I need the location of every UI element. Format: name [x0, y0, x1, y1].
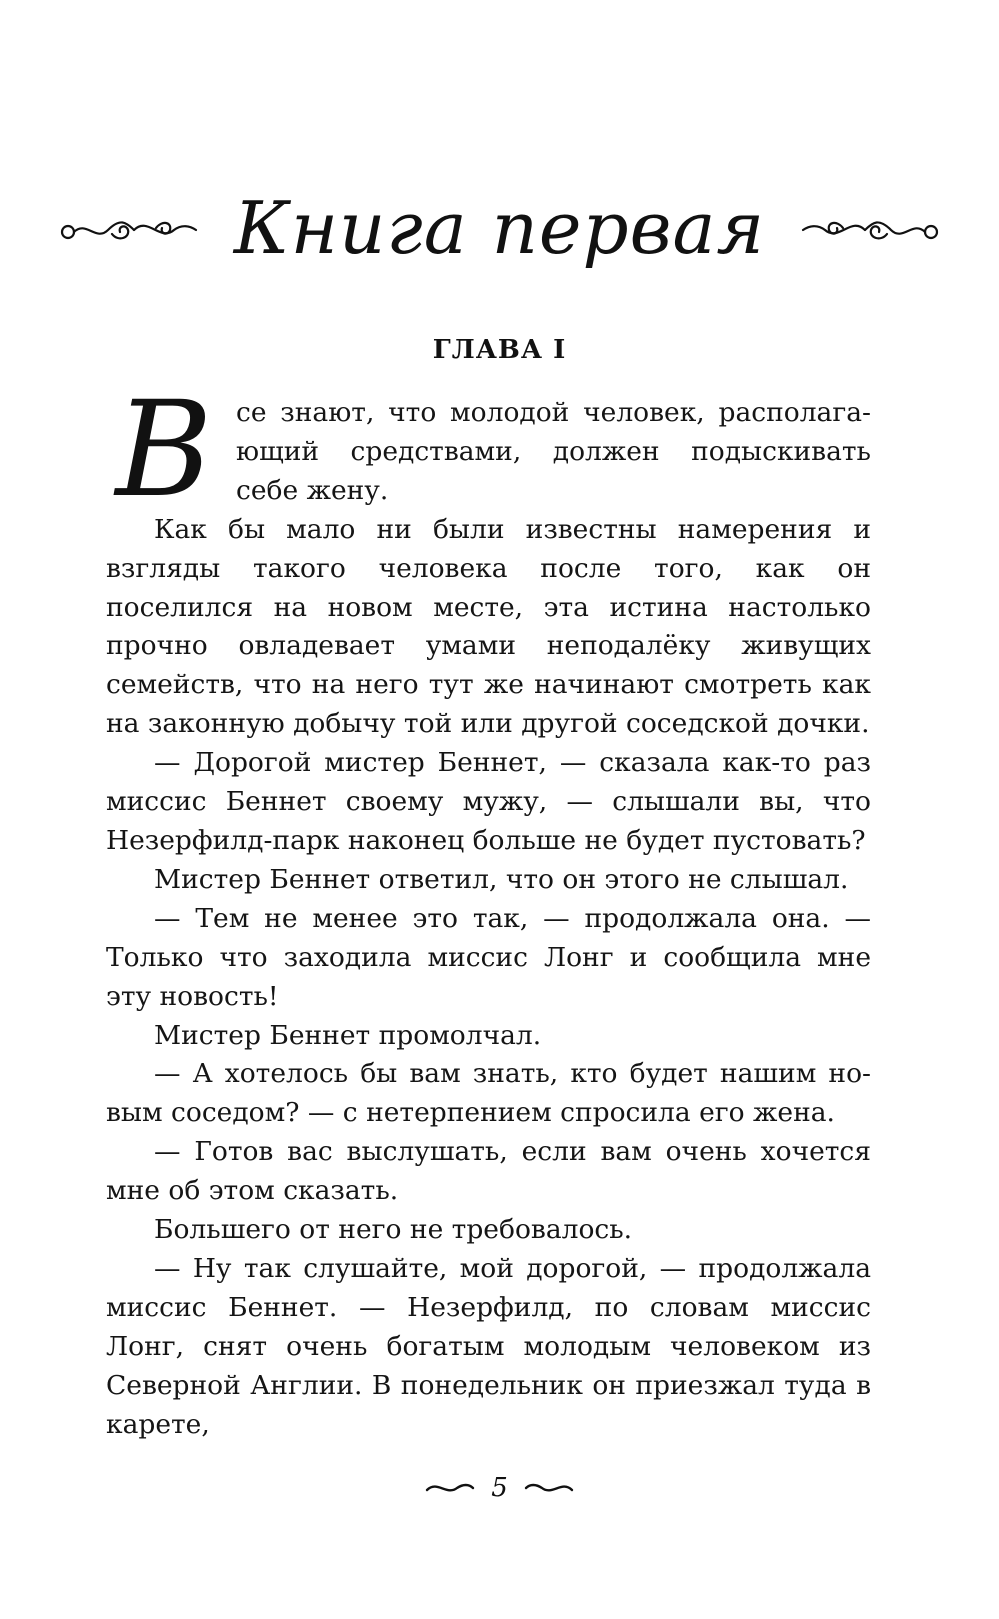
paragraph-8: — Готов вас выслушать, если вам очень хочется мне об этом сказать. — [106, 1136, 871, 1207]
paragraph-4: Мистер Беннет ответил, что он этого не слышал. — [154, 863, 849, 895]
paragraph-6: Мистер Беннет промолчал. — [154, 1019, 542, 1051]
book-title: Книга первая — [233, 186, 766, 270]
paragraph-10: — Ну так слушайте, мой дорогой, — продолжала миссис Беннет. — Незерфилд, по словам миссис Лонг, снят очень богатым молодым человеком из Северной Англии. В понедельник он приезжал туда в карете, — [106, 1252, 871, 1440]
page-number: 5 — [491, 1473, 508, 1503]
paragraph-1-text: се знают, что молодой человек, располагающий средствами, должен подыскивать себе жену. — [236, 397, 871, 506]
paragraph-9: Большего от него не требовалось. — [154, 1214, 633, 1246]
body-text — [106, 373, 871, 1444]
page-footer — [0, 1468, 999, 1508]
paragraph-3: — Дорогой мистер Беннет, — сказала как-то раз миссис Беннет своему мужу, — слышали вы, что Незерфилд-парк наконец больше не будет пустовать? — [106, 747, 871, 856]
left-flourish-icon — [56, 208, 206, 248]
page-number-left-flourish-icon — [423, 1478, 477, 1498]
book-title-header — [0, 168, 999, 288]
chapter-title: ГЛАВА I — [432, 335, 567, 365]
paragraph-5: — Тем не менее это так, — продолжала она. — Только что заходила миссис Лонг и сообщила мне эту новость! — [106, 902, 871, 1012]
right-flourish-icon — [793, 208, 943, 248]
drop-cap: В — [115, 373, 213, 527]
paragraph-2: Как бы мало ни были известны намерения и взгляды такого человека после того, как он поселился на новом месте, эта истина настолько прочно овладевает умами неподалёку живущих семейств, что на него тут же начинают смотреть как на законную добычу той или другой соседской дочки. — [106, 513, 871, 740]
paragraph-1 — [106, 373, 871, 527]
paragraph-7: — А хотелось бы вам знать, кто будет нашим новым соседом? — с нетерпением спросила его жена. — [106, 1058, 871, 1129]
page-number-right-flourish-icon — [522, 1478, 576, 1498]
